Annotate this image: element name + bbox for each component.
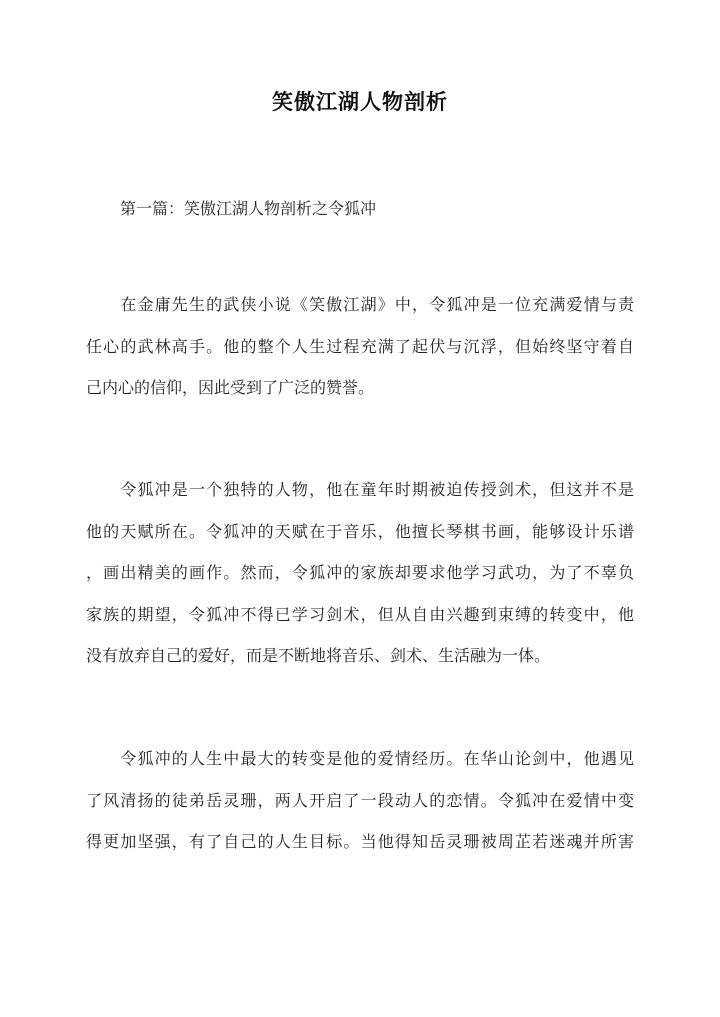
paragraph-line: 己内心的信仰，因此受到了广泛的赞誉。 <box>86 378 375 397</box>
paragraph-line: 任心的武林高手。他的整个人生过程充满了起伏与沉浮，但始终坚守着自 <box>86 336 634 356</box>
paragraph-line: 没有放弃自己的爱好，而是不断地将音乐、剑术、生活融为一体。 <box>86 646 551 665</box>
paragraph-line: 了风清扬的徒弟岳灵珊，两人开启了一段动人的恋情。令狐冲在爱情中变 <box>86 790 634 810</box>
paragraph-line: 令狐冲的人生中最大的转变是他的爱情经历。在华山论剑中，他遇见 <box>86 749 634 768</box>
paragraph-line: ，画出精美的画作。然而，令狐冲的家族却要求他学习武功，为了不辜负 <box>86 563 634 582</box>
paragraph-line: 得更加坚强，有了自己的人生目标。当他得知岳灵珊被周芷若迷魂并所害 <box>86 832 634 851</box>
paragraph-1 <box>86 284 634 409</box>
paragraph-3 <box>86 738 634 863</box>
paragraph-line: 在金庸先生的武侠小说《笑傲江湖》中，令狐冲是一位充满爱情与责 <box>86 295 634 314</box>
paragraph-line: 令狐冲是一个独特的人物，他在童年时期被迫传授剑术，但这并不是 <box>86 480 634 499</box>
paragraph-2 <box>86 469 634 677</box>
chapter-heading: 第一篇：笑傲江湖人物剖析之令狐冲 <box>120 199 377 218</box>
paragraph-line: 家族的期望，令狐冲不得已学习剑术，但从自由兴趣到束缚的转变中，他 <box>86 604 634 624</box>
document-title: 笑傲江湖人物剖析 <box>272 89 448 114</box>
paragraph-line: 他的天赋所在。令狐冲的天赋在于音乐，他擅长琴棋书画，能够设计乐谱 <box>86 521 634 541</box>
